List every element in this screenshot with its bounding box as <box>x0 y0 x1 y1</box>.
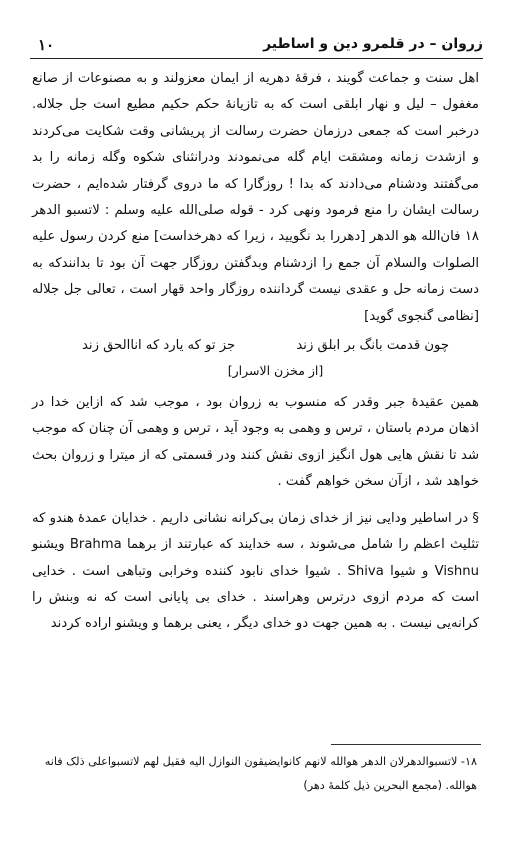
paragraph-1: اهل سنت و جماعت گویند ، فرقهٔ دهریه از ایمان معزولند و به مصنوعات از صانع مغفول – لیل و نهار ابلقی است که به تازیانهٔ حکم حکیم مطیع است جل جلاله. درخبر است که جمعی درزمان حضرت رسالت از پریشانی وقت شکایت می‌کردند و ازشدت زمانه ومشقت ایام گله می‌نمودند ودرانثنای شکوه وگله زمانه را بد می‌گفتند ودشنام می‌دادند که بدا ! روزگارا که ما دروی گرفتار شده‌ایم ، حضرت رسالت ایشان را منع فرمود ونهی کرد - قوله صلی‌الله علیه وسلم : لاتسبو الدهر ۱۸ فان‌الله هو الدهر [دهررا بد نگویید ، زیرا که دهرخداست] منع کردن رسول علیه الصلوات والسلام آن جمع را ازدشنام وبدگفتن روزگار جهت آن بود تا بدانندکه به دست زمانه حل و عقدی نیست گرداننده روزگار واحد قهار است ، تعالی جل جلاله [نظامی گنجوی گوید] <box>32 71 479 324</box>
paragraph-3-mid-1: ویشنو <box>32 537 70 553</box>
paragraph-2: همین عقیدهٔ جبر وقدر که منسوب به زروان بود ، موجب شد که ازاین خدا در اذهان مردم باستان ، ترس و وهمی به وجود آید ، ترس و وهمی آن چنان که موجب شد تا نقش هایی هول انگیز ازوی نقش کنند ودر قسمتی که از میترا و زروان بحث خواهد شد ، ازآن سخن خواهم گفت . <box>32 395 479 490</box>
verse-hemistich-2: جز تو که یارد که اناالحق زند <box>82 338 236 354</box>
term-shiva: Shiva <box>347 563 384 579</box>
paragraph-3-mid-2: و شیوا <box>383 563 435 579</box>
paragraph-3-end: . شیوا خدای نابود کننده وخرابی وتباهی است . خدایی است که مردم ازوی درترس وهراسند . خدای بی پایانی است که نه وبنش را کرانه‌یی نیست . به همین جهت دو خدای دیگر ، یعنی برهما و ویشنو اراده کردند <box>32 563 479 632</box>
paragraph-3 <box>32 506 479 638</box>
term-brahma: Brahma <box>69 537 122 553</box>
page-number: ۱۰ <box>38 36 55 54</box>
footnote-divider <box>331 744 481 745</box>
verse-couplet <box>32 330 479 358</box>
footnote-18: ۱۸- لاتسبوالدهرلان الدهر هوالله لانهم کانوایضیقون النوازل الیه فقیل لهم لاتسبواعلی ذلک فانه هوالله. (مجمع البحرین ذیل کلمهٔ دهر) <box>44 755 477 792</box>
page-header <box>30 36 483 59</box>
running-head: زروان – در قلمرو دین و اساطیر <box>263 36 483 52</box>
verse-source: [از مخزن الاسرار] <box>227 363 324 379</box>
page-body <box>32 66 479 638</box>
term-vishnu: Vishnu <box>434 563 479 579</box>
verse-hemistich-1: چون قدمت بانگ بر ابلق زند <box>296 338 449 354</box>
paragraph-3-start: § در اساطیر ودایی نیز از خدای زمان بی‌کرانه نشانی داریم . خدایان عمدهٔ هندو که تثلیث اعظم را شامل می‌شوند ، سه خدایند که عبارتند از برهما <box>32 510 479 553</box>
